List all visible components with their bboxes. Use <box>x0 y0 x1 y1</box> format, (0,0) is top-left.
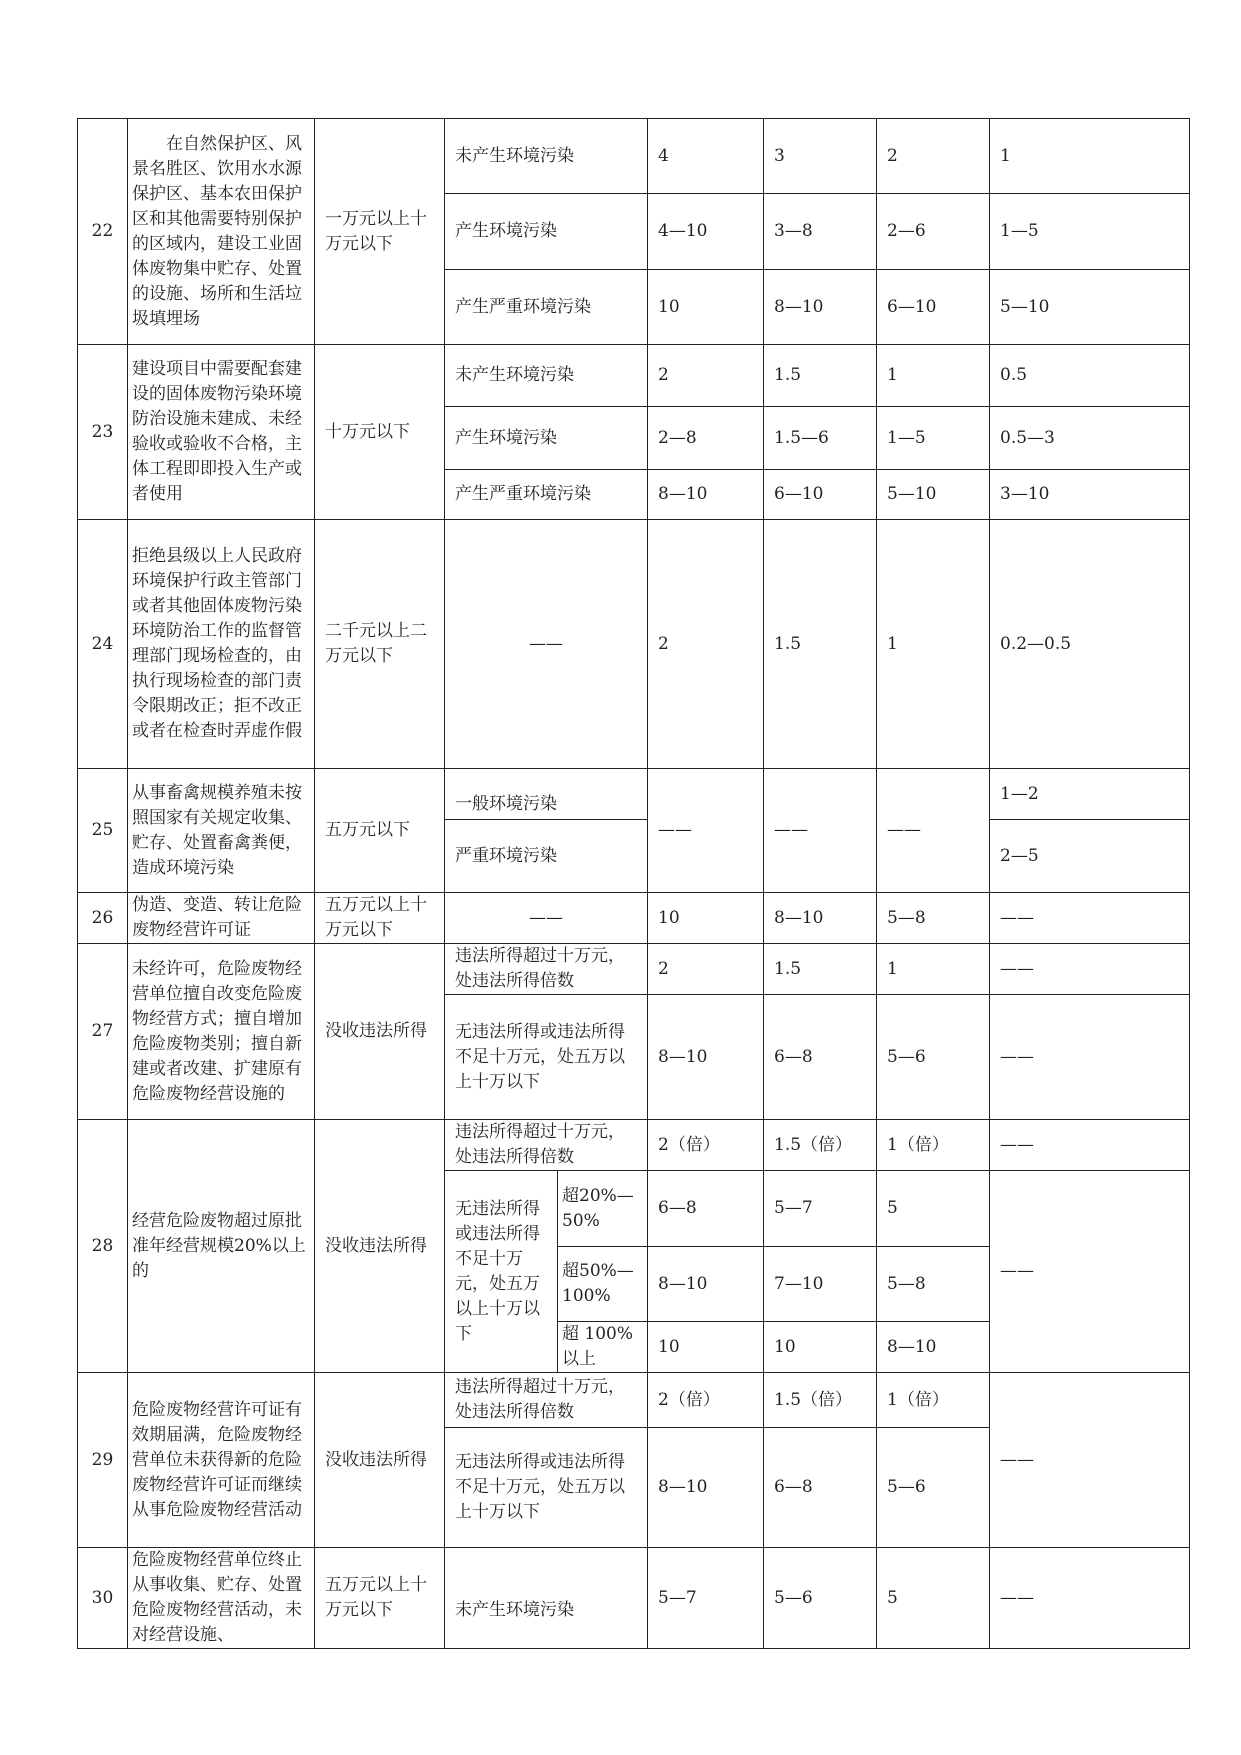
table-row <box>78 1548 1190 1649</box>
value-cell: 0.2—0.5 <box>990 520 1190 769</box>
value-cell: 2—6 <box>877 194 990 270</box>
condition-cell: —— <box>445 520 648 769</box>
value-cell: 1.5 <box>764 520 877 769</box>
value-cell: 1.5（倍） <box>764 1373 877 1428</box>
fine-range: 二千元以上二万元以下 <box>315 520 445 769</box>
value-cell: 5—6 <box>877 1428 990 1548</box>
sub-condition-cell: 超50%—100% <box>558 1247 648 1322</box>
value-cell: 5—6 <box>764 1548 877 1649</box>
value-cell: 3 <box>764 119 877 194</box>
condition-cell: 无违法所得或违法所得不足十万元，处五万以上十万以下 <box>445 995 648 1120</box>
value-cell: 1.5（倍） <box>764 1120 877 1171</box>
value-cell: 10 <box>648 1322 764 1373</box>
fine-range: 没收违法所得 <box>315 1120 445 1373</box>
value-cell: 1.5 <box>764 944 877 995</box>
value-cell: 8—10 <box>764 270 877 345</box>
value-cell: —— <box>990 1120 1190 1171</box>
row-number: 27 <box>78 944 128 1120</box>
value-cell: 10 <box>764 1322 877 1373</box>
condition-cell: 违法所得超过十万元，处违法所得倍数 <box>445 1373 648 1428</box>
condition-cell: 严重环境污染 <box>445 820 648 893</box>
value-cell: —— <box>990 1373 1190 1548</box>
value-cell: 1（倍） <box>877 1373 990 1428</box>
value-cell: 1 <box>877 345 990 407</box>
violation-description: 在自然保护区、风景名胜区、饮用水水源保护区、基本农田保护区和其他需要特别保护的区域内，建设工业固体废物集中贮存、处置的设施、场所和生活垃圾填埋场 <box>128 119 315 345</box>
fine-range: 五万元以下 <box>315 769 445 893</box>
value-cell: 2 <box>648 345 764 407</box>
condition-cell: 违法所得超过十万元，处违法所得倍数 <box>445 1120 648 1171</box>
fine-range: 一万元以上十万元以下 <box>315 119 445 345</box>
value-cell: —— <box>990 944 1190 995</box>
value-cell: 2 <box>877 119 990 194</box>
condition-cell: 一般环境污染 <box>445 769 648 820</box>
value-cell: 1—2 <box>990 769 1190 820</box>
value-cell: 1—5 <box>877 407 990 470</box>
condition-cell: 产生严重环境污染 <box>445 270 648 345</box>
value-cell: 2（倍） <box>648 1373 764 1428</box>
condition-cell: 产生环境污染 <box>445 407 648 470</box>
violation-description: 从事畜禽规模养殖未按照国家有关规定收集、贮存、处置畜禽粪便，造成环境污染 <box>128 769 315 893</box>
value-cell: 8—10 <box>764 893 877 944</box>
value-cell: 6—10 <box>764 470 877 520</box>
value-cell: 5—8 <box>877 893 990 944</box>
row-number: 22 <box>78 119 128 345</box>
value-cell: 3—10 <box>990 470 1190 520</box>
value-cell: 6—10 <box>877 270 990 345</box>
value-cell: 1（倍） <box>877 1120 990 1171</box>
value-cell: 4 <box>648 119 764 194</box>
value-cell: 1 <box>877 944 990 995</box>
value-cell: 1.5—6 <box>764 407 877 470</box>
value-cell: —— <box>990 1171 1190 1373</box>
row-number: 25 <box>78 769 128 893</box>
violation-description: 未经许可，危险废物经营单位擅自改变危险废物经营方式；擅自增加危险废物类别；擅自新建或者改建、扩建原有危险废物经营设施的 <box>128 944 315 1120</box>
value-cell: 5—10 <box>990 270 1190 345</box>
table-row <box>78 1120 1190 1171</box>
value-cell: 5 <box>877 1548 990 1649</box>
value-cell: 1.5 <box>764 345 877 407</box>
sub-condition-cell: 超20%—50% <box>558 1171 648 1247</box>
fine-range: 十万元以下 <box>315 345 445 520</box>
table-row <box>78 520 1190 769</box>
value-cell: 8—10 <box>648 470 764 520</box>
value-cell: 5—7 <box>764 1171 877 1247</box>
condition-cell: 未产生环境污染 <box>445 345 648 407</box>
table-row <box>78 119 1190 194</box>
table-row <box>78 944 1190 995</box>
value-cell: 5—10 <box>877 470 990 520</box>
violation-description: 危险废物经营许可证有效期届满，危险废物经营单位未获得新的危险废物经营许可证而继续从事危险废物经营活动 <box>128 1373 315 1548</box>
table-row <box>78 1373 1190 1428</box>
row-number: 29 <box>78 1373 128 1548</box>
table-row <box>78 769 1190 820</box>
condition-cell: —— <box>445 893 648 944</box>
value-cell: 5—7 <box>648 1548 764 1649</box>
value-cell: 5 <box>877 1171 990 1247</box>
sub-condition-cell: 超 100%以上 <box>558 1322 648 1373</box>
penalty-discretion-table <box>77 118 1190 1649</box>
value-cell: 8—10 <box>877 1322 990 1373</box>
condition-cell: 产生严重环境污染 <box>445 470 648 520</box>
violation-description: 危险废物经营单位终止从事收集、贮存、处置危险废物经营活动，未对经营设施、 <box>128 1548 315 1649</box>
value-cell: 2—5 <box>990 820 1190 893</box>
value-cell: 5—6 <box>877 995 990 1120</box>
row-number: 24 <box>78 520 128 769</box>
value-cell: 10 <box>648 270 764 345</box>
fine-range: 五万元以上十万元以下 <box>315 893 445 944</box>
value-cell: 1—5 <box>990 194 1190 270</box>
value-cell: 6—8 <box>764 995 877 1120</box>
value-cell: —— <box>764 769 877 893</box>
value-cell: 1 <box>990 119 1190 194</box>
value-cell: 6—8 <box>764 1428 877 1548</box>
value-cell: 10 <box>648 893 764 944</box>
value-cell: 2（倍） <box>648 1120 764 1171</box>
condition-cell: 违法所得超过十万元，处违法所得倍数 <box>445 944 648 995</box>
value-cell: —— <box>990 893 1190 944</box>
value-cell: 6—8 <box>648 1171 764 1247</box>
row-number: 23 <box>78 345 128 520</box>
violation-description: 建设项目中需要配套建设的固体废物污染环境防治设施未建成、未经验收或验收不合格，主体工程即即投入生产或者使用 <box>128 345 315 520</box>
value-cell: 1 <box>877 520 990 769</box>
value-cell: 8—10 <box>648 1247 764 1322</box>
condition-cell: 未产生环境污染 <box>445 1548 648 1649</box>
value-cell: —— <box>990 995 1190 1120</box>
condition-group-cell: 无违法所得或违法所得不足十万元，处五万以上十万以下 <box>445 1171 558 1373</box>
value-cell: 2 <box>648 944 764 995</box>
value-cell: 0.5—3 <box>990 407 1190 470</box>
fine-range: 没收违法所得 <box>315 944 445 1120</box>
value-cell: 8—10 <box>648 995 764 1120</box>
row-number: 26 <box>78 893 128 944</box>
value-cell: 7—10 <box>764 1247 877 1322</box>
value-cell: 4—10 <box>648 194 764 270</box>
condition-cell: 产生环境污染 <box>445 194 648 270</box>
violation-description: 经营危险废物超过原批准年经营规模20%以上的 <box>128 1120 315 1373</box>
condition-cell: 无违法所得或违法所得不足十万元，处五万以上十万以下 <box>445 1428 648 1548</box>
value-cell: —— <box>990 1548 1190 1649</box>
value-cell: 5—8 <box>877 1247 990 1322</box>
violation-description: 伪造、变造、转让危险废物经营许可证 <box>128 893 315 944</box>
value-cell: 2 <box>648 520 764 769</box>
fine-range: 五万元以上十万元以下 <box>315 1548 445 1649</box>
value-cell: —— <box>877 769 990 893</box>
table-row <box>78 893 1190 944</box>
violation-description: 拒绝县级以上人民政府环境保护行政主管部门或者其他固体废物污染环境防治工作的监督管理部门现场检查的，由执行现场检查的部门责令限期改正；拒不改正或者在检查时弄虚作假 <box>128 520 315 769</box>
table-row <box>78 345 1190 407</box>
condition-cell: 未产生环境污染 <box>445 119 648 194</box>
row-number: 28 <box>78 1120 128 1373</box>
value-cell: —— <box>648 769 764 893</box>
fine-range: 没收违法所得 <box>315 1373 445 1548</box>
value-cell: 0.5 <box>990 345 1190 407</box>
row-number: 30 <box>78 1548 128 1649</box>
value-cell: 3—8 <box>764 194 877 270</box>
value-cell: 8—10 <box>648 1428 764 1548</box>
value-cell: 2—8 <box>648 407 764 470</box>
